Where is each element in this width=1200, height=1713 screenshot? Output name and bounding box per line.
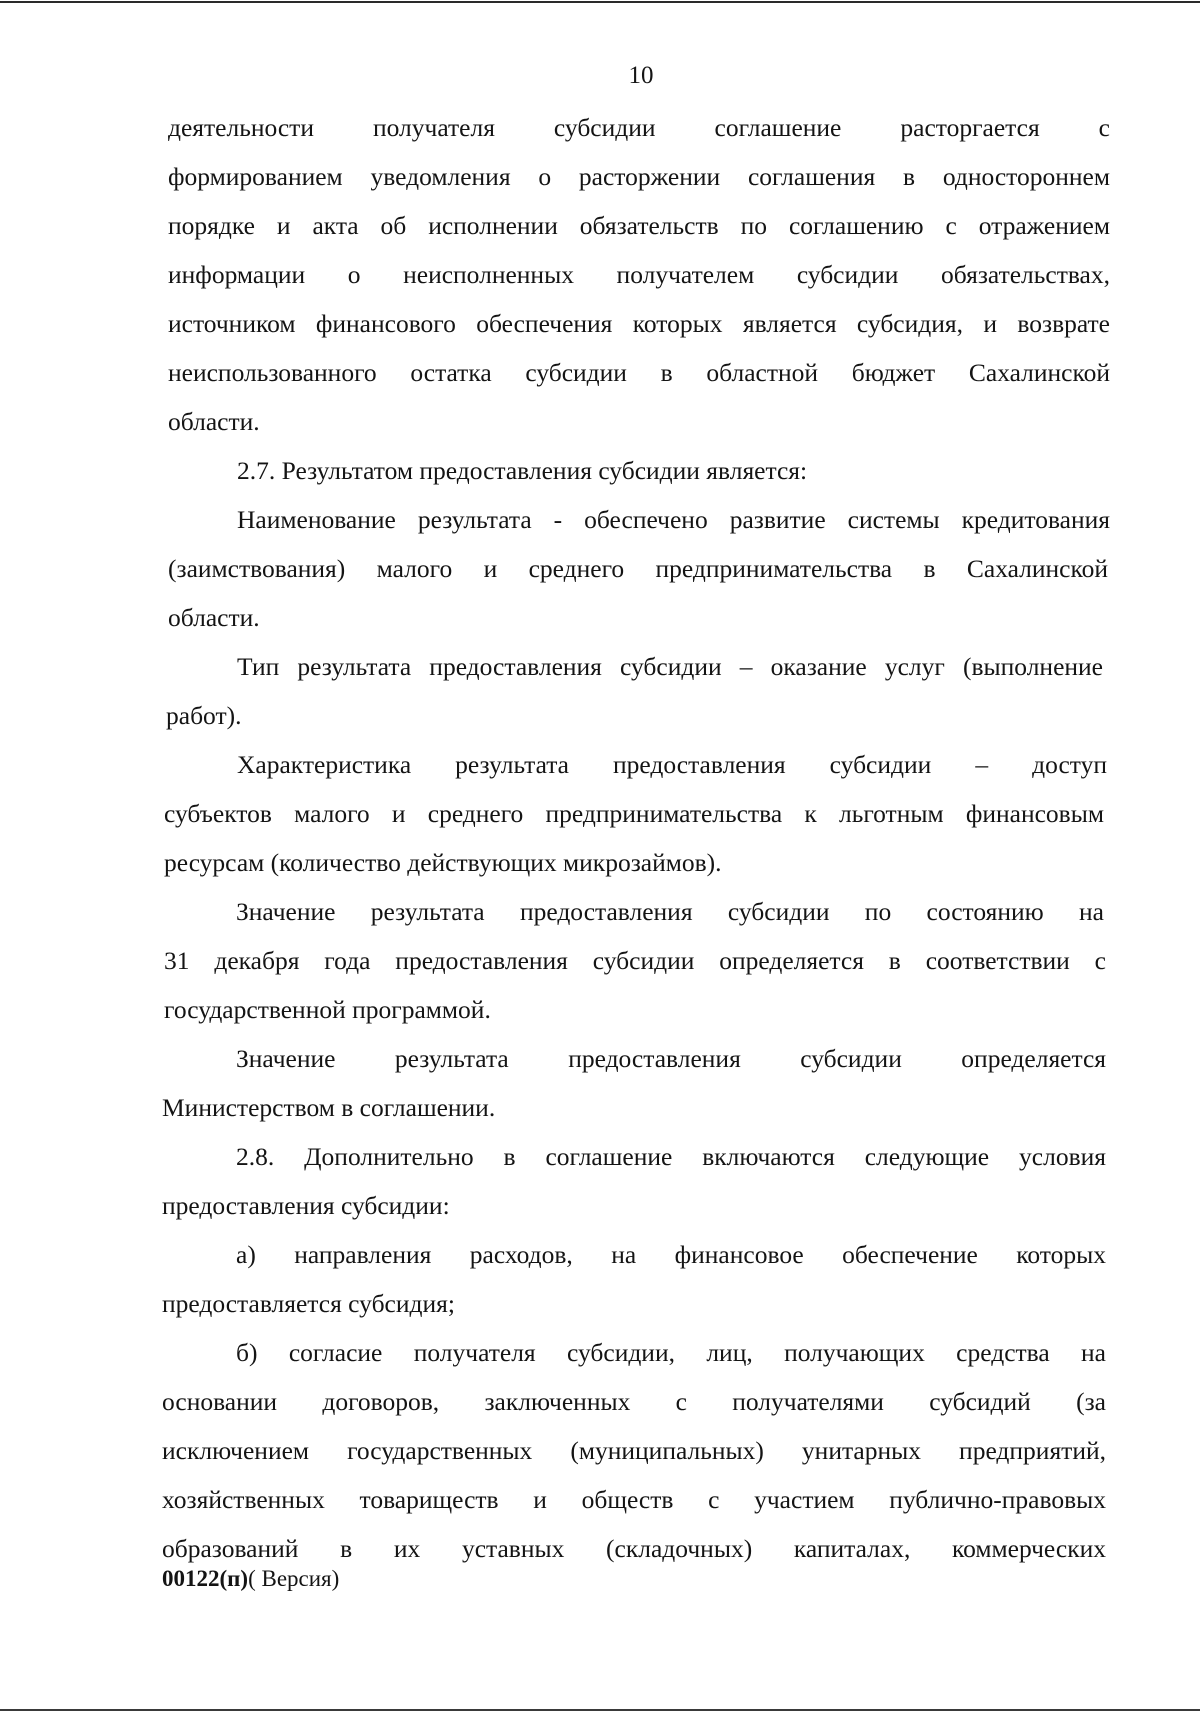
text-line: Значение результата предоставления субсидии по состоянию на [236, 897, 1104, 926]
text-line: Тип результата предоставления субсидии – оказание услуг (выполнение [237, 652, 1103, 681]
text-line: Наименование результата - обеспечено развитие системы кредитования [237, 505, 1110, 534]
text-line: ресурсам (количество действующих микрозаймов). [164, 848, 722, 877]
scan-edge-bottom [0, 1709, 1200, 1711]
document-footer [162, 1566, 339, 1592]
text-line: 2.8. Дополнительно в соглашение включаются следующие условия [236, 1142, 1106, 1171]
text-line: субъектов малого и среднего предпринимательства к льготным финансовым [164, 799, 1104, 828]
text-line: Значение результата предоставления субсидии определяется [236, 1044, 1106, 1073]
text-line: деятельности получателя субсидии соглашение расторгается с [168, 113, 1110, 142]
text-line: государственной программой. [164, 995, 491, 1024]
text-line: 2.7. Результатом предоставления субсидии является: [237, 456, 808, 485]
text-line: Характеристика результата предоставления субсидии – доступ [237, 750, 1107, 779]
text-line: образований в их уставных (складочных) капиталах, коммерческих [162, 1534, 1106, 1563]
text-line: хозяйственных товариществ и обществ с участием публично-правовых [162, 1485, 1106, 1514]
text-line: (заимствования) малого и среднего предпринимательства в Сахалинской [168, 554, 1108, 583]
text-line: источником финансового обеспечения которых является субсидия, и возврате [168, 309, 1110, 338]
text-line: 31 декабря года предоставления субсидии определяется в соответствии с [164, 946, 1106, 975]
text-line: области. [168, 407, 260, 436]
text-line: формированием уведомления о расторжении соглашения в одностороннем [168, 162, 1110, 191]
text-line: Министерством в соглашении. [162, 1093, 496, 1122]
text-line: порядке и акта об исполнении обязательств по соглашению с отражением [168, 211, 1110, 240]
scan-edge-top [0, 1, 1200, 3]
text-line: исключением государственных (муниципальных) унитарных предприятий, [162, 1436, 1106, 1465]
text-line: работ). [166, 701, 242, 730]
document-version: ( Версия) [248, 1566, 340, 1591]
text-line: предоставляется субсидия; [162, 1289, 455, 1318]
text-line: неиспользованного остатка субсидии в областной бюджет Сахалинской [168, 358, 1110, 387]
text-line: б) согласие получателя субсидии, лиц, получающих средства на [236, 1338, 1106, 1367]
text-line: а) направления расходов, на финансовое обеспечение которых [236, 1240, 1106, 1269]
page-number: 10 [628, 62, 654, 89]
text-line: основании договоров, заключенных с получателями субсидий (за [162, 1387, 1106, 1416]
text-line: предоставления субсидии: [162, 1191, 450, 1220]
text-line: области. [168, 603, 260, 632]
document-code: 00122(п) [162, 1566, 249, 1591]
text-line: информации о неисполненных получателем субсидии обязательствах, [168, 260, 1110, 289]
